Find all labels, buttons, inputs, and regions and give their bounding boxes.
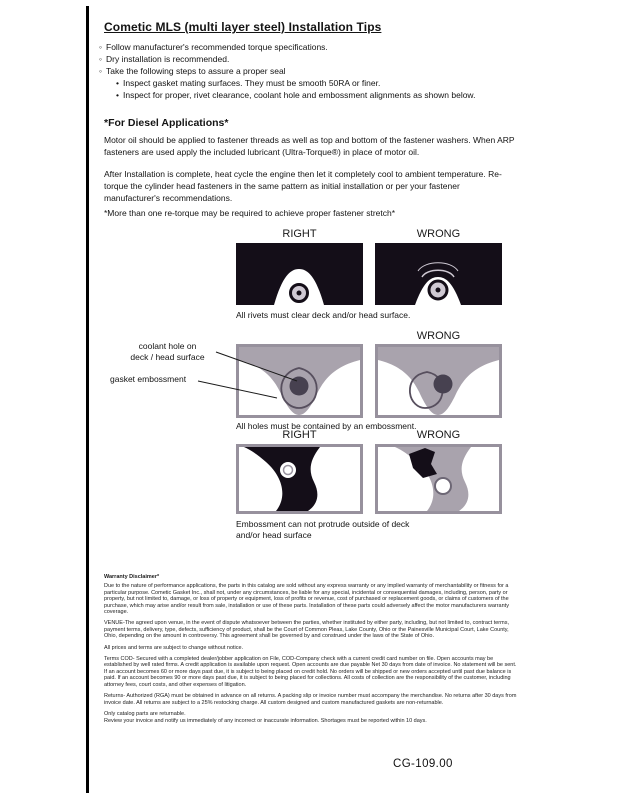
wrong-label: WRONG (416, 228, 461, 240)
diagram-images (236, 444, 502, 514)
protrusion-caption: Embossment can not protrude outside of deck and/or head surface (236, 519, 410, 540)
embossment-caption: All holes must be contained by an embossment. (236, 421, 417, 431)
wrong-label: WRONG (416, 330, 461, 342)
diesel-applications-heading: *For Diesel Applications* (104, 117, 229, 129)
diagram-labels (236, 429, 502, 441)
dot-bullet-icon: • (116, 90, 119, 100)
right-label: RIGHT (282, 429, 317, 441)
tip-text: Take the following steps to assure a proper seal (106, 66, 286, 76)
coolant-hole-callout-line2: deck / head surface (130, 351, 205, 362)
warranty-paragraph: Review your invoice and notify us immediately of any incorrect or inaccurate information. Shortages must be reported within 10 days. (104, 718, 427, 725)
circle-bullet-icon: ◦ (99, 66, 103, 76)
sub-tip-text: Inspect for proper, rivet clearance, coolant hole and embossment alignments as shown below. (122, 90, 476, 100)
tip-item (99, 41, 475, 53)
diagram-labels (236, 330, 502, 342)
warranty-paragraph: All prices and terms are subject to change without notice. (104, 644, 244, 651)
diesel-paragraph-2: After Installation is complete, heat cycle the engine then let it completely cool to ambient temperature. Re-torque the cylinder head fasteners in the same pattern as initial installation or per your fastener manufacturer's recommendations. (104, 169, 502, 203)
protrusion-right-diagram (236, 444, 363, 514)
tip-item (99, 53, 475, 65)
tip-item (99, 65, 475, 77)
rivet-caption: All rivets must clear deck and/or head surface. (236, 310, 411, 320)
tip-text: Dry installation is recommended. (106, 54, 230, 64)
tip-text: Follow manufacturer's recommended torque specifications. (106, 42, 328, 52)
page-title: Cometic MLS (multi layer steel) Installation Tips (104, 20, 382, 34)
rivet-diagram-row (236, 228, 502, 320)
warranty-paragraph: Returns- Authorized (RGA) must be obtained in advance on all returns. A packing slip or invoice number must accompany the merchandise. No returns after 30 days from invoice date. All returns are subject to a 25% restocking charge. All custom designed and custom manufactured gaskets are non-returnable. (104, 693, 517, 706)
protrusion-wrong-diagram (375, 444, 502, 514)
coolant-hole-callout-line1: coolant hole on (138, 341, 197, 351)
sub-tip-item (99, 77, 475, 89)
diagram-labels (236, 228, 502, 240)
document-code: CG-109.00 (393, 758, 453, 770)
retorque-note: *More than one re-torque may be required to achieve proper fastener stretch* (104, 208, 396, 218)
circle-bullet-icon: ◦ (99, 54, 103, 64)
rivet-wrong-diagram (375, 243, 502, 305)
gasket-embossment-callout: gasket embossment (110, 374, 187, 384)
installation-tips-list (99, 41, 475, 101)
protrusion-diagram-row (236, 429, 502, 540)
warranty-disclaimer-section (104, 574, 517, 730)
rivet-right-diagram (236, 243, 363, 305)
coolant-hole-callout (120, 341, 215, 362)
warranty-paragraph: Due to the nature of performance applications, the parts in this catalog are sold without any express warranty or any implied warranty of merchantability or fitness for a particular purpose. Cometic Gasket Inc., shall not, under any circumstances, be liable for any special, incidental or consequential damages, including, person, party or property, but not limited to, damage, or loss of property or equipment, loss of profits or revenue, cost of purchased or replacement goods, or claims of customers of the purchase, which may arise and/or result from sale, installation or use of these parts. Installation of these parts could adversely affect the motor manufacturers warranty coverage. (104, 583, 509, 616)
diesel-paragraph-1: Motor oil should be applied to fastener threads as well as top and bottom of the fastener washers. When ARP fasteners are used apply the included lubricant (Ultra-Torque®) in place of motor oil. (104, 135, 515, 157)
blank-label (236, 330, 363, 342)
sub-tip-item (99, 89, 475, 101)
right-label: RIGHT (282, 228, 317, 240)
warranty-paragraph: Terms COD- Secured with a completed dealer/jobber application on File, COD-Company check with a current credit card number on file. Open accounts may be established by well rated firms. A credit application is available upon request. Open accounts are due payable Net 30 days from date of invoice. No statement will be sent. If an account becomes 60 or more days past due, it is subject to being placed on credit hold. No orders will be shipped or new orders accepted until past due balance is paid. If an account becomes 90 or more days past due, it is subject to being placed for collections. All costs of collection are the responsibility of the customer, including attorney fees, court costs, and other expenses of litigation. (104, 656, 517, 688)
diagram-images (236, 344, 502, 418)
sub-tip-text: Inspect gasket mating surfaces. They must be smooth 50RA or finer. (122, 78, 381, 88)
wrong-label: WRONG (416, 429, 461, 441)
warranty-paragraph: VENUE-The agreed upon venue, in the event of dispute whatsoever between the parties, whether instituted by either party, including, but not limited to, contract terms, payment terms, delivery, type, defects, sufficiency of product, shall be the Court of Common Pleas, Lake County, Ohio or the Painesville Municipal Court, Lake County, Ohio, depending on the amount in controversy. This agreement shall be governed by and construed under the laws of the State of Ohio. (104, 620, 509, 640)
embossment-diagram-row (236, 330, 502, 431)
embossment-right-diagram (236, 344, 363, 418)
embossment-wrong-diagram (375, 344, 502, 418)
circle-bullet-icon: ◦ (99, 42, 103, 52)
diagram-images (236, 243, 502, 305)
dot-bullet-icon: • (116, 78, 119, 88)
warranty-heading: Warranty Disclaimer* (104, 574, 160, 580)
left-margin-rule (86, 6, 89, 793)
warranty-paragraph: Only catalog parts are returnable. (104, 710, 186, 717)
